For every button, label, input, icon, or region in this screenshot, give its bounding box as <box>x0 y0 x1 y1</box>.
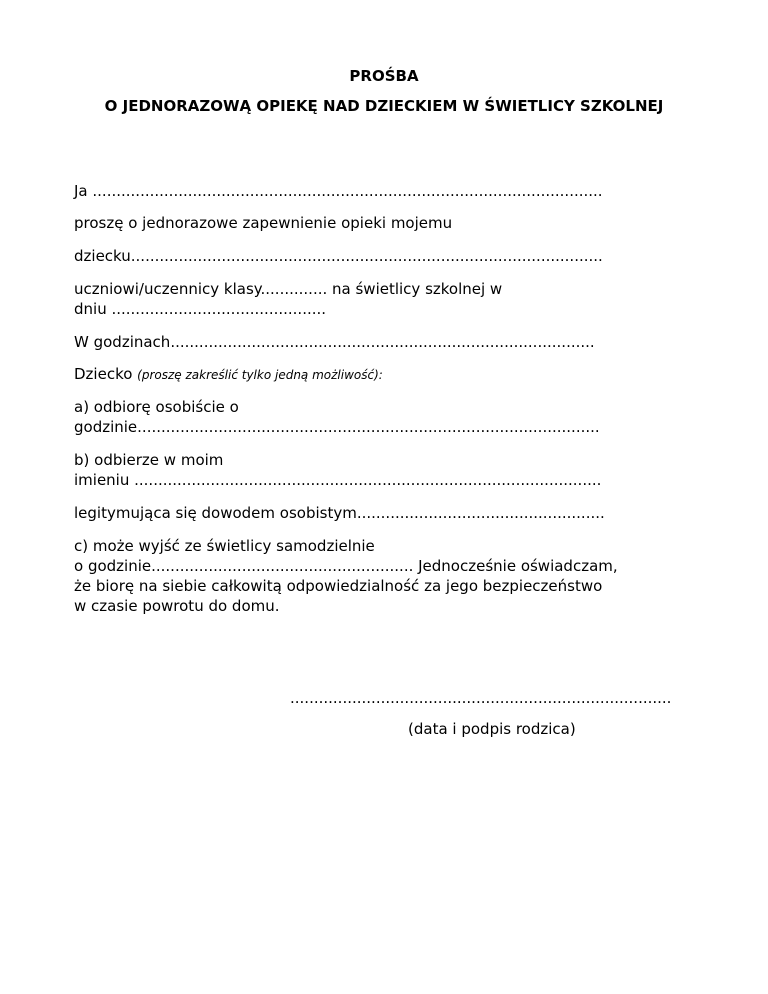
option-b-id-line: legitymująca się dowodem osobistym.................................................... <box>74 504 605 522</box>
option-a-time-line: godzinie................................................................................................. <box>74 418 600 436</box>
field-date-line: dniu ............................................. <box>74 300 327 318</box>
field-class-line: uczniowi/uczennicy klasy.............. na świetlicy szkolnej w <box>74 280 503 298</box>
child-label: Dziecko <box>74 365 138 383</box>
request-text: proszę o jednorazowe zapewnienie opieki mojemu <box>74 214 453 232</box>
child-options-heading <box>74 364 684 385</box>
document-title: PROŚBA <box>349 67 419 85</box>
option-a-label: a) odbiorę osobiście o <box>74 398 239 416</box>
option-b-label: b) odbierze w moim <box>74 451 224 469</box>
signature-line: ................................................................................ <box>290 689 672 707</box>
field-hours-line: W godzinach......................................................................................... <box>74 333 595 351</box>
field-name-line: Ja ........................................................................................................... <box>74 182 603 200</box>
option-b-name-line: imieniu .................................................................................................. <box>74 471 602 489</box>
choice-instruction-note: (proszę zakreślić tylko jedną możliwość): <box>137 368 383 382</box>
field-child-line: dziecku................................................................................................... <box>74 247 603 265</box>
option-c-statement-end: w czasie powrotu do domu. <box>74 597 280 615</box>
option-c-label: c) może wyjść ze świetlicy samodzielnie <box>74 537 375 555</box>
signature-caption: (data i podpis rodzica) <box>408 720 576 738</box>
option-c-time-line: o godzinie....................................................... Jednocześnie oświadczam, <box>74 557 618 575</box>
document-subtitle: O JEDNORAZOWĄ OPIEKĘ NAD DZIECKIEM W ŚWIETLICY SZKOLNEJ <box>104 97 664 115</box>
option-c-statement: że biorę na siebie całkowitą odpowiedzialność za jego bezpieczeństwo <box>74 577 603 595</box>
